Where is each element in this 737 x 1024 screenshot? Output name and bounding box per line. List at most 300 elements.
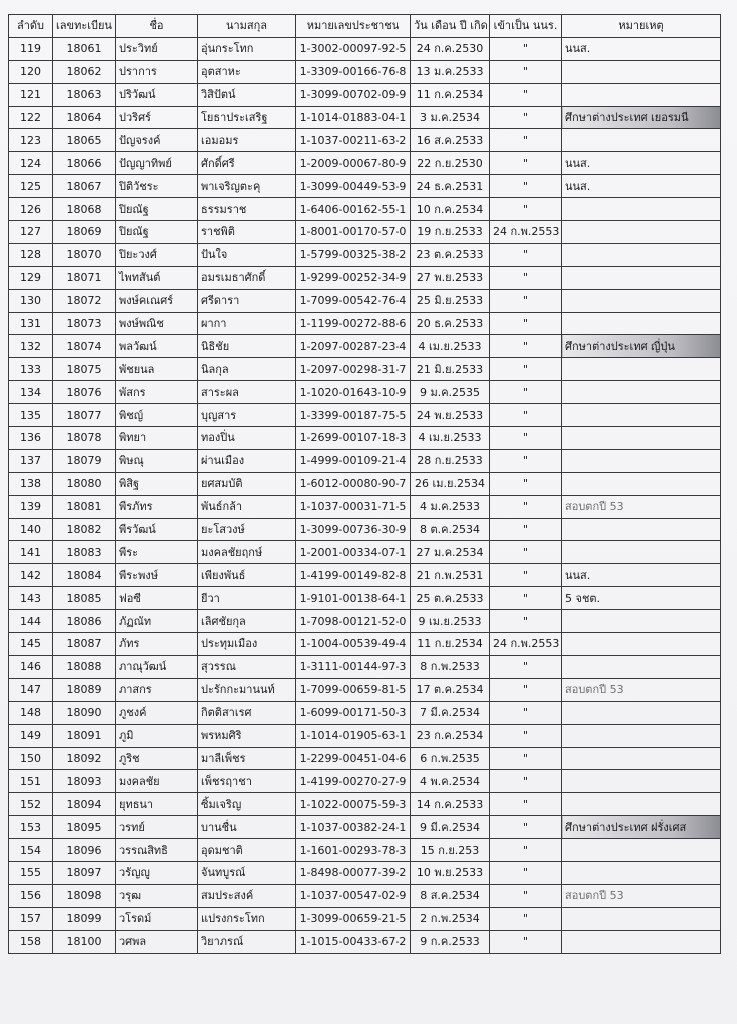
cell-birth-date: 4 เม.ย.2533 (411, 335, 490, 358)
cell-entry-date: " (490, 266, 562, 289)
cell-first-name: ภูชงค์ (116, 701, 198, 724)
cell-no: 158 (9, 930, 53, 953)
cell-first-name: ยุทธนา (116, 793, 198, 816)
cell-reg: 18076 (53, 381, 116, 404)
cell-citizen-id: 1-1022-00075-59-3 (296, 793, 411, 816)
cell-citizen-id: 1-2009-00067-80-9 (296, 152, 411, 175)
cell-remark (562, 221, 721, 244)
cell-reg: 18088 (53, 655, 116, 678)
cell-entry-date: " (490, 816, 562, 839)
cell-no: 148 (9, 701, 53, 724)
cell-entry-date: " (490, 724, 562, 747)
cell-first-name: ฟอซี (116, 587, 198, 610)
cell-birth-date: 15 ก.ย.253 (411, 839, 490, 862)
cell-citizen-id: 1-3002-00097-92-5 (296, 37, 411, 60)
cell-remark: ศึกษาต่างประเทศ ญี่ปุ่น (562, 335, 721, 358)
table-row (9, 37, 721, 60)
cell-first-name: พัสกร (116, 381, 198, 404)
cell-birth-date: 11 ก.ย.2534 (411, 633, 490, 656)
cell-reg: 18070 (53, 243, 116, 266)
cell-citizen-id: 1-4199-00149-82-8 (296, 564, 411, 587)
cell-birth-date: 22 ก.ย.2530 (411, 152, 490, 175)
cell-no: 150 (9, 747, 53, 770)
cell-no: 157 (9, 907, 53, 930)
cell-birth-date: 8 ส.ค.2534 (411, 884, 490, 907)
cell-last-name: พรหมศิริ (198, 724, 296, 747)
cell-first-name: พิษณุ (116, 449, 198, 472)
cell-entry-date: " (490, 152, 562, 175)
cell-no: 144 (9, 610, 53, 633)
table-row (9, 907, 721, 930)
cell-remark (562, 747, 721, 770)
cell-last-name: ศักดิ์ศรี (198, 152, 296, 175)
table-row (9, 541, 721, 564)
cell-last-name: ผ่านเมือง (198, 449, 296, 472)
cell-first-name: ปริวัฒน์ (116, 83, 198, 106)
table-row (9, 198, 721, 221)
cell-birth-date: 9 เม.ย.2533 (411, 610, 490, 633)
cell-birth-date: 4 ม.ค.2533 (411, 495, 490, 518)
table-row (9, 930, 721, 953)
cell-last-name: เพียงพันธ์ (198, 564, 296, 587)
table-row (9, 83, 721, 106)
cell-reg: 18063 (53, 83, 116, 106)
cell-entry-date: 24 ก.พ.2553 (490, 221, 562, 244)
cell-no: 154 (9, 839, 53, 862)
cell-remark: นนส. (562, 564, 721, 587)
cell-entry-date: " (490, 358, 562, 381)
cell-first-name: วรทย์ (116, 816, 198, 839)
table-row (9, 495, 721, 518)
cell-reg: 18074 (53, 335, 116, 358)
cell-birth-date: 28 ก.ย.2533 (411, 449, 490, 472)
cell-reg: 18072 (53, 289, 116, 312)
cell-birth-date: 21 ก.พ.2531 (411, 564, 490, 587)
cell-entry-date: " (490, 701, 562, 724)
cell-citizen-id: 1-2097-00287-23-4 (296, 335, 411, 358)
cell-reg: 18082 (53, 518, 116, 541)
cell-entry-date: 24 ก.พ.2553 (490, 633, 562, 656)
cell-remark: นนส. (562, 152, 721, 175)
cell-reg: 18098 (53, 884, 116, 907)
cell-birth-date: 24 ก.ค.2530 (411, 37, 490, 60)
cell-birth-date: 27 พ.ย.2533 (411, 266, 490, 289)
cell-remark (562, 518, 721, 541)
header-last-name: นามสกุล (198, 15, 296, 38)
cell-remark (562, 83, 721, 106)
cell-birth-date: 17 ต.ค.2534 (411, 678, 490, 701)
table-row (9, 724, 721, 747)
table-row (9, 701, 721, 724)
cell-citizen-id: 1-1004-00539-49-4 (296, 633, 411, 656)
cell-first-name: พลวัฒน์ (116, 335, 198, 358)
cell-birth-date: 9 ก.ค.2533 (411, 930, 490, 953)
cell-entry-date: " (490, 930, 562, 953)
table-row (9, 793, 721, 816)
cell-entry-date: " (490, 198, 562, 221)
cell-birth-date: 11 ก.ค.2534 (411, 83, 490, 106)
cell-no: 143 (9, 587, 53, 610)
cell-last-name: เพ็ชรฤาชา (198, 770, 296, 793)
cell-reg: 18075 (53, 358, 116, 381)
cell-birth-date: 10 พ.ย.2533 (411, 861, 490, 884)
cell-reg: 18077 (53, 404, 116, 427)
cell-no: 121 (9, 83, 53, 106)
cell-citizen-id: 1-2001-00334-07-1 (296, 541, 411, 564)
table-row (9, 633, 721, 656)
cell-reg: 18061 (53, 37, 116, 60)
cell-last-name: วิสิปัตน์ (198, 83, 296, 106)
cell-reg: 18096 (53, 839, 116, 862)
cell-last-name: ปะรักกะมานนท์ (198, 678, 296, 701)
cell-reg: 18062 (53, 60, 116, 83)
cell-citizen-id: 1-1015-00433-67-2 (296, 930, 411, 953)
cell-last-name: วิยาภรณ์ (198, 930, 296, 953)
cell-reg: 18087 (53, 633, 116, 656)
cell-citizen-id: 1-1020-01643-10-9 (296, 381, 411, 404)
cell-birth-date: 14 ก.ค.2533 (411, 793, 490, 816)
cell-reg: 18083 (53, 541, 116, 564)
cell-remark (562, 770, 721, 793)
cell-no: 140 (9, 518, 53, 541)
cell-first-name: ปัญญาทิพย์ (116, 152, 198, 175)
cell-birth-date: 7 มี.ค.2534 (411, 701, 490, 724)
cell-first-name: พิทยา (116, 427, 198, 450)
cell-reg: 18100 (53, 930, 116, 953)
cell-entry-date: " (490, 770, 562, 793)
cell-no: 155 (9, 861, 53, 884)
cell-no: 141 (9, 541, 53, 564)
cell-remark (562, 839, 721, 862)
cell-first-name: ภาณุวัฒน์ (116, 655, 198, 678)
cell-birth-date: 10 ก.ค.2534 (411, 198, 490, 221)
cell-remark (562, 793, 721, 816)
cell-last-name: มงคลชัยฤกษ์ (198, 541, 296, 564)
cell-no: 131 (9, 312, 53, 335)
cell-first-name: พัชยนล (116, 358, 198, 381)
cell-first-name: ภูมิ (116, 724, 198, 747)
cell-last-name: สุวรรณ (198, 655, 296, 678)
cell-remark: 5 จชต. (562, 587, 721, 610)
cell-last-name: นิลกุล (198, 358, 296, 381)
cell-first-name: ปิยะวงศ์ (116, 243, 198, 266)
cell-citizen-id: 1-2299-00451-04-6 (296, 747, 411, 770)
cell-reg: 18078 (53, 427, 116, 450)
table-row (9, 243, 721, 266)
cell-citizen-id: 1-9101-00138-64-1 (296, 587, 411, 610)
cell-no: 136 (9, 427, 53, 450)
cell-remark: นนส. (562, 37, 721, 60)
table-row (9, 404, 721, 427)
cell-last-name: ซิ้มเจริญ (198, 793, 296, 816)
table-row (9, 518, 721, 541)
cell-entry-date: " (490, 243, 562, 266)
cell-no: 149 (9, 724, 53, 747)
table-row (9, 266, 721, 289)
table-row (9, 106, 721, 129)
cell-citizen-id: 1-4999-00109-21-4 (296, 449, 411, 472)
cell-birth-date: 21 มิ.ย.2533 (411, 358, 490, 381)
cell-first-name: พีระ (116, 541, 198, 564)
table-row (9, 816, 721, 839)
cell-last-name: สาระผล (198, 381, 296, 404)
cell-last-name: อุตสาหะ (198, 60, 296, 83)
cell-last-name: ศรีดารา (198, 289, 296, 312)
table-row (9, 747, 721, 770)
table-row (9, 884, 721, 907)
cell-first-name: ปวริศร์ (116, 106, 198, 129)
cell-first-name: ปิติวัชระ (116, 175, 198, 198)
cell-birth-date: 25 ต.ค.2533 (411, 587, 490, 610)
cell-entry-date: " (490, 37, 562, 60)
cell-remark (562, 472, 721, 495)
cell-last-name: พาเจริญตะคุ (198, 175, 296, 198)
cell-reg: 18065 (53, 129, 116, 152)
cell-citizen-id: 1-3099-00659-21-5 (296, 907, 411, 930)
cell-first-name: พีรภัทร (116, 495, 198, 518)
cell-no: 125 (9, 175, 53, 198)
table-row (9, 60, 721, 83)
cell-citizen-id: 1-7099-00659-81-5 (296, 678, 411, 701)
cell-citizen-id: 1-3099-00702-09-9 (296, 83, 411, 106)
cell-no: 130 (9, 289, 53, 312)
cell-reg: 18080 (53, 472, 116, 495)
cell-remark (562, 427, 721, 450)
cell-citizen-id: 1-1014-01905-63-1 (296, 724, 411, 747)
cell-no: 120 (9, 60, 53, 83)
cell-citizen-id: 1-7099-00542-76-4 (296, 289, 411, 312)
table-row (9, 610, 721, 633)
cell-reg: 18071 (53, 266, 116, 289)
cell-remark (562, 129, 721, 152)
cell-first-name: พงษ์พณิช (116, 312, 198, 335)
cell-entry-date: " (490, 564, 562, 587)
cell-remark (562, 610, 721, 633)
cell-remark: สอบตกปี 53 (562, 884, 721, 907)
cell-entry-date: " (490, 175, 562, 198)
cell-reg: 18089 (53, 678, 116, 701)
cell-entry-date: " (490, 381, 562, 404)
cell-no: 137 (9, 449, 53, 472)
cell-no: 134 (9, 381, 53, 404)
cell-citizen-id: 1-1199-00272-88-6 (296, 312, 411, 335)
cell-entry-date: " (490, 312, 562, 335)
cell-first-name: พีระพงษ์ (116, 564, 198, 587)
cell-last-name: ทองปิ่น (198, 427, 296, 450)
header-birth-date: วัน เดือน ปี เกิด (411, 15, 490, 38)
cell-first-name: วรุฒ (116, 884, 198, 907)
cell-remark: ศึกษาต่างประเทศ ฝรั่งเศส (562, 816, 721, 839)
cell-remark (562, 541, 721, 564)
cell-reg: 18085 (53, 587, 116, 610)
cell-entry-date: " (490, 610, 562, 633)
cell-remark: สอบตกปี 53 (562, 678, 721, 701)
cell-last-name: แปรงกระโทก (198, 907, 296, 930)
cell-citizen-id: 1-1601-00293-78-3 (296, 839, 411, 862)
cell-remark (562, 724, 721, 747)
cell-no: 127 (9, 221, 53, 244)
cell-no: 146 (9, 655, 53, 678)
table-row (9, 358, 721, 381)
student-register-table (8, 14, 721, 954)
cell-reg: 18092 (53, 747, 116, 770)
cell-last-name: อุ่นกระโทก (198, 37, 296, 60)
cell-no: 133 (9, 358, 53, 381)
cell-citizen-id: 1-1037-00211-63-2 (296, 129, 411, 152)
cell-citizen-id: 1-3399-00187-75-5 (296, 404, 411, 427)
cell-birth-date: 20 ธ.ค.2533 (411, 312, 490, 335)
cell-no: 123 (9, 129, 53, 152)
cell-entry-date: " (490, 495, 562, 518)
cell-remark (562, 381, 721, 404)
table-row (9, 381, 721, 404)
cell-birth-date: 19 ก.ย.2533 (411, 221, 490, 244)
cell-reg: 18094 (53, 793, 116, 816)
cell-last-name: ธรรมราช (198, 198, 296, 221)
cell-last-name: ปันใจ (198, 243, 296, 266)
cell-first-name: วศพล (116, 930, 198, 953)
cell-no: 151 (9, 770, 53, 793)
cell-first-name: พงษ์คเณศร์ (116, 289, 198, 312)
header-remark: หมายเหตุ (562, 15, 721, 38)
cell-remark (562, 312, 721, 335)
cell-first-name: ภาสกร (116, 678, 198, 701)
cell-citizen-id: 1-9299-00252-34-9 (296, 266, 411, 289)
cell-birth-date: 9 ม.ค.2535 (411, 381, 490, 404)
cell-birth-date: 23 ก.ค.2534 (411, 724, 490, 747)
cell-remark (562, 198, 721, 221)
cell-entry-date: " (490, 83, 562, 106)
cell-birth-date: 9 มี.ค.2534 (411, 816, 490, 839)
cell-last-name: บุญสาร (198, 404, 296, 427)
cell-remark (562, 404, 721, 427)
table-row (9, 449, 721, 472)
cell-birth-date: 23 ต.ค.2533 (411, 243, 490, 266)
cell-last-name: จันทบูรณ์ (198, 861, 296, 884)
cell-first-name: พิสิฐ (116, 472, 198, 495)
cell-entry-date: " (490, 106, 562, 129)
cell-reg: 18099 (53, 907, 116, 930)
cell-entry-date: " (490, 747, 562, 770)
cell-citizen-id: 1-3111-00144-97-3 (296, 655, 411, 678)
cell-first-name: วรัญญู (116, 861, 198, 884)
cell-citizen-id: 1-8001-00170-57-0 (296, 221, 411, 244)
table-row (9, 335, 721, 358)
cell-reg: 18066 (53, 152, 116, 175)
cell-entry-date: " (490, 793, 562, 816)
cell-entry-date: " (490, 678, 562, 701)
header-first-name: ชื่อ (116, 15, 198, 38)
table-row (9, 152, 721, 175)
cell-last-name: พันธ์กล้า (198, 495, 296, 518)
cell-no: 156 (9, 884, 53, 907)
cell-first-name: ประวิทย์ (116, 37, 198, 60)
cell-first-name: ไพทสันต์ (116, 266, 198, 289)
cell-entry-date: " (490, 587, 562, 610)
cell-remark (562, 449, 721, 472)
header-row (9, 15, 721, 38)
cell-entry-date: " (490, 129, 562, 152)
cell-first-name: ภัฏณัท (116, 610, 198, 633)
cell-citizen-id: 1-1014-01883-04-1 (296, 106, 411, 129)
cell-entry-date: " (490, 404, 562, 427)
cell-last-name: อุดมชาติ (198, 839, 296, 862)
cell-reg: 18086 (53, 610, 116, 633)
cell-entry-date: " (490, 518, 562, 541)
table-row (9, 472, 721, 495)
cell-remark: สอบตกปี 53 (562, 495, 721, 518)
cell-birth-date: 4 พ.ค.2534 (411, 770, 490, 793)
cell-remark (562, 358, 721, 381)
cell-citizen-id: 1-8498-00077-39-2 (296, 861, 411, 884)
cell-entry-date: " (490, 907, 562, 930)
cell-no: 138 (9, 472, 53, 495)
cell-last-name: ยะโสวงษ์ (198, 518, 296, 541)
header-no: ลำดับ (9, 15, 53, 38)
cell-entry-date: " (490, 427, 562, 450)
cell-last-name: เลิศชัยกุล (198, 610, 296, 633)
cell-last-name: ผากา (198, 312, 296, 335)
cell-last-name: ยศสมบัติ (198, 472, 296, 495)
cell-last-name: อมรเมธาศักดิ์ (198, 266, 296, 289)
cell-reg: 18081 (53, 495, 116, 518)
cell-first-name: ปิยณัฐ (116, 198, 198, 221)
cell-birth-date: 16 ส.ค.2533 (411, 129, 490, 152)
cell-no: 139 (9, 495, 53, 518)
cell-first-name: พีรวัฒน์ (116, 518, 198, 541)
cell-citizen-id: 1-2699-00107-18-3 (296, 427, 411, 450)
cell-first-name: วโรดม์ (116, 907, 198, 930)
header-entry-date: เข้าเป็น นนร. (490, 15, 562, 38)
cell-first-name: มงคลชัย (116, 770, 198, 793)
cell-no: 145 (9, 633, 53, 656)
cell-no: 128 (9, 243, 53, 266)
cell-reg: 18068 (53, 198, 116, 221)
cell-reg: 18090 (53, 701, 116, 724)
table-row (9, 289, 721, 312)
cell-citizen-id: 1-4199-00270-27-9 (296, 770, 411, 793)
cell-entry-date: " (490, 289, 562, 312)
cell-reg: 18095 (53, 816, 116, 839)
cell-last-name: โยธาประเสริฐ (198, 106, 296, 129)
cell-last-name: ยีวา (198, 587, 296, 610)
cell-remark (562, 633, 721, 656)
cell-remark (562, 701, 721, 724)
cell-birth-date: 26 เม.ย.2534 (411, 472, 490, 495)
cell-birth-date: 4 เม.ย.2533 (411, 427, 490, 450)
cell-citizen-id: 1-1037-00031-71-5 (296, 495, 411, 518)
table-row (9, 587, 721, 610)
cell-first-name: ปราการ (116, 60, 198, 83)
cell-last-name: เอมอมร (198, 129, 296, 152)
cell-reg: 18073 (53, 312, 116, 335)
cell-birth-date: 6 ก.พ.2535 (411, 747, 490, 770)
cell-no: 129 (9, 266, 53, 289)
cell-last-name: ราชพิติ (198, 221, 296, 244)
cell-birth-date: 13 ม.ค.2533 (411, 60, 490, 83)
cell-last-name: มาลีเพ็ชร (198, 747, 296, 770)
cell-citizen-id: 1-6012-00080-90-7 (296, 472, 411, 495)
cell-reg: 18079 (53, 449, 116, 472)
cell-remark (562, 907, 721, 930)
table-row (9, 655, 721, 678)
table-row (9, 770, 721, 793)
cell-remark (562, 266, 721, 289)
cell-no: 122 (9, 106, 53, 129)
table-row (9, 861, 721, 884)
cell-remark (562, 60, 721, 83)
cell-entry-date: " (490, 839, 562, 862)
